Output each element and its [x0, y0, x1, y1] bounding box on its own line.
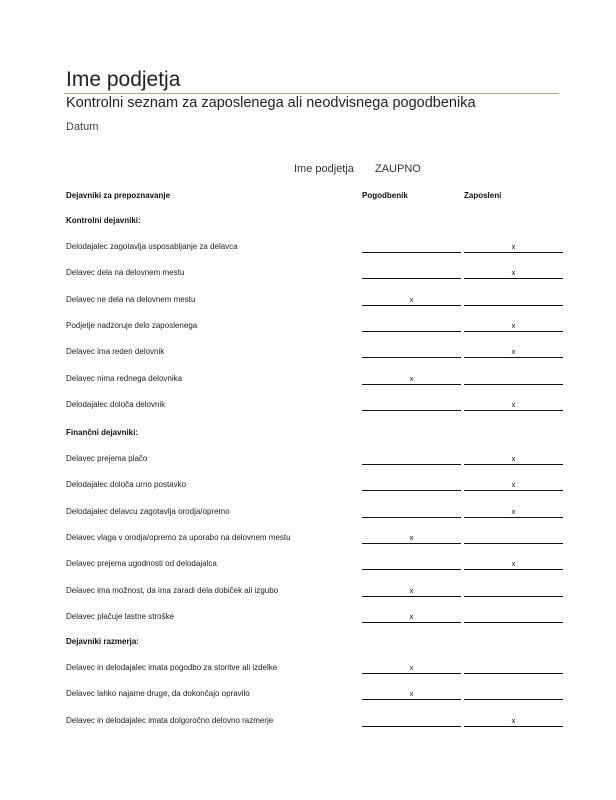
- row-label: Delodajalec določa delovnik: [66, 399, 166, 409]
- checklist-row: [0, 663, 616, 681]
- company-line: [294, 163, 421, 175]
- checklist-row: [0, 321, 616, 339]
- checklist-row: [0, 400, 616, 418]
- employee-mark: x: [464, 347, 563, 358]
- contractor-mark: [362, 559, 461, 570]
- contractor-mark: x: [362, 295, 461, 306]
- employee-mark: x: [464, 454, 563, 465]
- employee-mark: [464, 533, 563, 544]
- row-label: Delavec lahko najame druge, da dokončajo opravilo: [66, 689, 250, 699]
- contractor-mark: [362, 400, 461, 411]
- row-label: Delavec in delodajalec imata pogodbo za storitve ali izdelke: [66, 663, 278, 672]
- checklist-row: [0, 507, 616, 525]
- row-label: Delavec in delodajalec imata dolgoročno delovno razmerje: [66, 715, 274, 725]
- row-label: Delodajalec zagotavlja usposabljanje za delavca: [66, 242, 238, 251]
- row-label: Delavec ne dela na delovnem mestu: [66, 294, 196, 304]
- row-label: Delavec nima rednega delovnika: [66, 373, 183, 383]
- row-label: Podjetje nadzoruje delo zaposlenega: [66, 320, 198, 330]
- row-label: Delavec prejema plačo: [66, 454, 148, 463]
- checklist-row: [0, 242, 616, 260]
- date-label: Datum: [66, 121, 99, 133]
- contractor-mark: x: [362, 612, 461, 623]
- company-name: Ime podjetja: [294, 163, 354, 175]
- contractor-mark: [362, 347, 461, 358]
- checklist-row: [0, 295, 616, 313]
- contractor-mark: [362, 268, 461, 279]
- column-header-employee: Zaposleni: [464, 191, 502, 200]
- employee-mark: [464, 612, 563, 623]
- employee-mark: x: [464, 507, 563, 518]
- checklist-row: [0, 559, 616, 577]
- employee-mark: x: [464, 716, 563, 727]
- row-label: Delavec ima reden delovnik: [66, 347, 165, 357]
- contractor-mark: [362, 321, 461, 332]
- checklist-row: [0, 716, 616, 734]
- column-header-factors: Dejavniki za prepoznavanje: [66, 191, 171, 200]
- contractor-mark: x: [362, 533, 461, 544]
- checklist-row: [0, 533, 616, 551]
- employee-mark: x: [464, 480, 563, 491]
- checklist-row: [0, 689, 616, 707]
- row-label: Delavec dela na delovnem mestu: [66, 268, 185, 278]
- contractor-mark: [362, 716, 461, 727]
- checklist-row: [0, 480, 616, 498]
- employee-mark: x: [464, 242, 563, 253]
- confidential-label: ZAUPNO: [375, 163, 421, 175]
- checklist-row: [0, 347, 616, 365]
- employee-mark: [464, 374, 563, 385]
- employee-mark: x: [464, 321, 563, 332]
- contractor-mark: x: [362, 586, 461, 597]
- checklist-row: [0, 586, 616, 604]
- page-title: Ime podjetja: [66, 68, 181, 91]
- checklist-row: [0, 612, 616, 630]
- employee-mark: [464, 586, 563, 597]
- checklist-row: [0, 454, 616, 472]
- employee-mark: [464, 295, 563, 306]
- checklist-row: [0, 268, 616, 286]
- employee-mark: [464, 689, 563, 700]
- row-label: Delodajalec določa urno postavko: [66, 480, 187, 490]
- section-title: Kontrolni dejavniki:: [66, 216, 141, 225]
- employee-mark: x: [464, 400, 563, 411]
- page-subtitle: Kontrolni seznam za zaposlenega ali neodvisnega pogodbenika: [66, 95, 476, 111]
- row-label: Delavec ima možnost, da ima zaradi dela dobiček ali izgubo: [66, 585, 279, 595]
- section-title: Finančni dejavniki:: [66, 428, 139, 437]
- contractor-mark: x: [362, 689, 461, 700]
- row-label: Delodajalec delavcu zagotavlja orodja/opremo: [66, 506, 230, 516]
- section-title: Dejavniki razmerja:: [66, 637, 139, 646]
- row-label: Delavec plačuje lastne stroške: [66, 611, 175, 621]
- row-label: Delavec vlaga v orodja/opremo za uporabo na delovnem mestu: [66, 532, 291, 542]
- contractor-mark: x: [362, 663, 461, 674]
- employee-mark: x: [464, 559, 563, 570]
- employee-mark: [464, 663, 563, 674]
- checklist-row: [0, 374, 616, 392]
- contractor-mark: [362, 507, 461, 518]
- contractor-mark: [362, 454, 461, 465]
- employee-mark: x: [464, 268, 563, 279]
- contractor-mark: [362, 480, 461, 491]
- column-header-contractor: Pogodbenik: [362, 191, 408, 200]
- row-label: Delavec prejema ugodnosti od delodajalca: [66, 559, 217, 569]
- contractor-mark: x: [362, 374, 461, 385]
- contractor-mark: [362, 242, 461, 253]
